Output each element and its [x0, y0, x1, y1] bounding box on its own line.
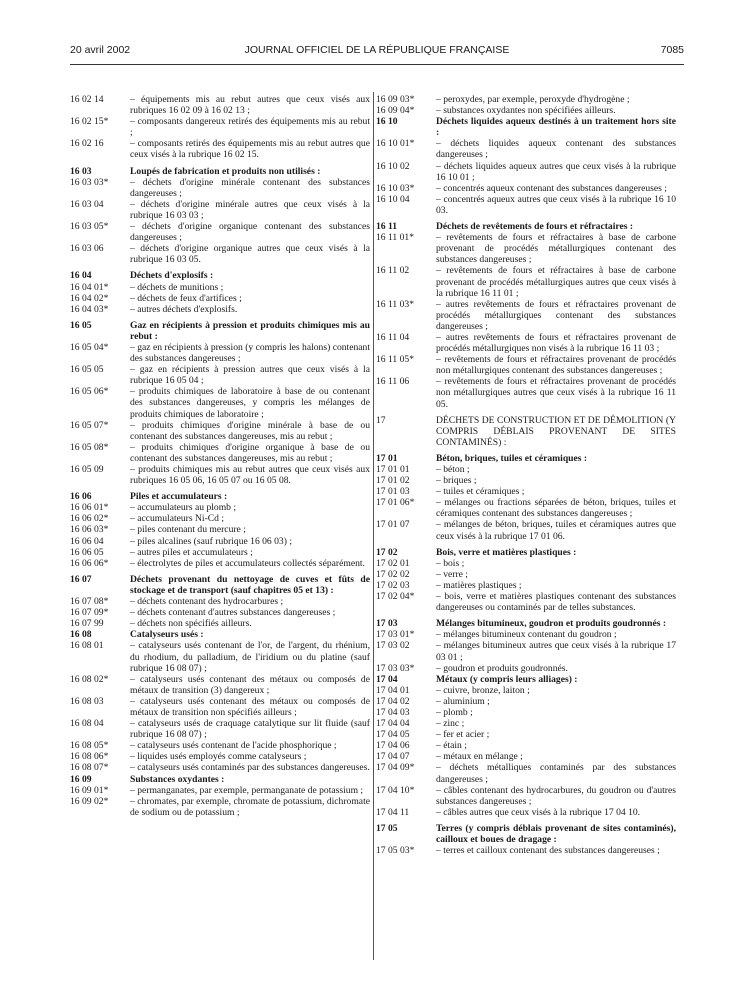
waste-entry — [376, 94, 676, 105]
waste-code: 17 02 — [376, 546, 398, 558]
waste-code: 17 01 03 — [376, 486, 410, 498]
waste-code: 16 10 — [376, 116, 398, 128]
waste-code: 17 02 04* — [376, 591, 415, 603]
waste-entry — [376, 785, 676, 807]
waste-code: 16 08 — [70, 629, 92, 641]
waste-entry — [70, 293, 370, 304]
waste-code: 16 05 08* — [70, 441, 109, 453]
waste-entry — [376, 558, 676, 569]
waste-entry — [70, 618, 370, 629]
waste-description: – autres piles et accumulateurs ; — [130, 546, 253, 558]
waste-entry — [70, 420, 370, 442]
waste-entry — [70, 243, 370, 265]
waste-description: – accumulateurs Ni-Cd ; — [130, 513, 225, 525]
waste-code: 16 04 03* — [70, 303, 109, 315]
waste-description: – électrolytes de piles et accumulateurs collectés séparément. — [130, 557, 365, 569]
waste-code: 16 10 01* — [376, 138, 415, 150]
section-heading — [376, 618, 676, 629]
waste-code: 17 02 03 — [376, 579, 410, 591]
waste-code: 16 06 04 — [70, 535, 104, 547]
waste-entry — [70, 558, 370, 569]
waste-description: – revêtements de fours et réfractaires provenant de procédés non métallurgiques contenant des substances dangereuses ; — [436, 354, 676, 377]
waste-description: – tuiles et céramiques ; — [436, 486, 525, 498]
waste-code: 16 08 06* — [70, 751, 109, 763]
waste-description: Bois, verre et matières plastiques : — [436, 546, 577, 558]
waste-description: – verre ; — [436, 568, 468, 580]
waste-description: – revêtements de fours et réfractaires provenant de procédés non métallurgiques autres que ceux visés à la rubrique 16 11 05. — [436, 376, 676, 410]
waste-code: 16 05 05 — [70, 364, 104, 376]
waste-code: 17 02 01 — [376, 557, 410, 569]
waste-entry — [376, 696, 676, 707]
waste-code: 16 09 — [70, 773, 92, 785]
waste-code: 17 04 07 — [376, 751, 410, 763]
waste-entry — [70, 740, 370, 751]
waste-description: – câbles autres que ceux visés à la rubrique 17 04 10. — [436, 806, 641, 818]
waste-entry — [376, 183, 676, 194]
waste-code: 17 04 02 — [376, 695, 410, 707]
section-heading — [70, 320, 370, 342]
waste-entry — [70, 596, 370, 607]
waste-description: – autres déchets d'explosifs. — [130, 303, 238, 315]
waste-code: 16 05 06* — [70, 386, 109, 398]
waste-code: 16 03 03* — [70, 176, 109, 188]
waste-description: DÉCHETS DE CONSTRUCTION ET DE DÉMOLITION (Y COMPRIS DÉBLAIS PROVENANT DE SITES CONTAMINÉS) : — [436, 414, 676, 448]
waste-description: – déchets d'origine organique autres que ceux visés à la rubrique 16 03 05. — [130, 243, 370, 266]
waste-entry — [376, 762, 676, 784]
waste-description: – briques ; — [436, 475, 477, 487]
waste-entry — [376, 807, 676, 818]
waste-entry — [376, 640, 676, 662]
waste-code: 16 11 04 — [376, 331, 410, 343]
waste-entry — [70, 386, 370, 419]
right-column — [376, 94, 676, 856]
waste-entry — [376, 519, 676, 541]
waste-entry — [376, 685, 676, 696]
header-title: JOURNAL OFFICIEL DE LA RÉPUBLIQUE FRANÇAISE — [244, 44, 510, 56]
waste-description: – substances oxydantes non spécifiées ailleurs. — [436, 105, 616, 117]
waste-description: – zinc ; — [436, 718, 465, 730]
waste-entry — [376, 475, 676, 486]
waste-code: 16 07 09* — [70, 607, 109, 619]
waste-description: – plomb ; — [436, 706, 473, 718]
waste-description: Mélanges bitumineux, goudron et produits goudronnés : — [436, 618, 667, 630]
waste-entry — [70, 785, 370, 796]
waste-description: – piles contenant du mercure ; — [130, 524, 246, 536]
waste-entry — [70, 718, 370, 740]
waste-entry — [70, 796, 370, 818]
waste-description: – revêtements de fours et réfractaires à base de carbone provenant de procédés métallurgiques contenant des substances dangereuses ; — [436, 232, 676, 266]
waste-description: – déchets métalliques contaminés par des substances dangereuses ; — [436, 762, 676, 785]
waste-description: – peroxydes, par exemple, peroxyde d'hydrogène ; — [436, 94, 630, 105]
section-heading — [376, 221, 676, 232]
waste-code: 16 02 16 — [70, 138, 104, 150]
waste-description: – concentrés aqueux contenant des substances dangereuses ; — [436, 182, 667, 194]
waste-code: 16 10 02 — [376, 160, 410, 172]
waste-description: Déchets liquides aqueux destinés à un traitement hors site : — [436, 116, 676, 139]
waste-code: 16 07 99 — [70, 618, 104, 630]
waste-code: 16 08 01 — [70, 640, 104, 652]
waste-code: 17 04 — [376, 673, 398, 685]
waste-description: Catalyseurs usés : — [130, 629, 204, 641]
waste-description: Béton, briques, tuiles et céramiques : — [436, 452, 588, 464]
waste-description: Déchets de revêtements de fours et réfractaires : — [436, 221, 634, 233]
left-column — [70, 94, 370, 818]
waste-entry — [70, 762, 370, 773]
waste-entry — [70, 674, 370, 696]
waste-code: 17 01 06* — [376, 497, 415, 509]
section-heading — [376, 453, 676, 464]
waste-description: – déchets liquides aqueux autres que ceux visés à la rubrique 16 10 01 ; — [436, 160, 676, 183]
waste-description: – déchets d'origine minérale autres que ceux visés à la rubrique 16 03 03 ; — [130, 198, 370, 221]
waste-description: – chromates, par exemple, chromate de potassium, dichromate de sodium ou de potassium ; — [130, 795, 370, 818]
waste-code: 17 03 — [376, 618, 398, 630]
waste-description: Terres (y compris déblais provenant de sites contaminés), cailloux et boues de dragage : — [436, 822, 676, 845]
waste-entry — [70, 607, 370, 618]
waste-code: 16 06 05 — [70, 546, 104, 558]
waste-entry — [70, 442, 370, 464]
waste-entry — [376, 138, 676, 160]
waste-code: 16 06 06* — [70, 557, 109, 569]
waste-code: 16 11 03* — [376, 298, 415, 310]
waste-code: 16 11 06 — [376, 376, 410, 388]
waste-description: – catalyseurs usés contenant des métaux ou composés de métaux de transition (3) dangereux ; — [130, 673, 370, 696]
waste-description: – gaz en récipients à pression (y compris les halons) contenant des substances dangereuses ; — [130, 341, 370, 365]
waste-description: – piles alcalines (sauf rubrique 16 06 03) ; — [130, 535, 292, 547]
waste-code: 17 04 04 — [376, 718, 410, 730]
waste-description: – matières plastiques ; — [436, 579, 522, 591]
waste-entry — [376, 161, 676, 183]
waste-description: – autres revêtements de fours et réfractaires provenant de procédés métallurgiques contenant des substances dangereuses ; — [436, 298, 676, 332]
waste-code: 17 04 06 — [376, 740, 410, 752]
waste-description: – déchets de feux d'artifices ; — [130, 292, 242, 304]
waste-description: Loupés de fabrication et produits non utilisés : — [130, 165, 321, 177]
waste-entry — [70, 177, 370, 199]
waste-description: – aluminium ; — [436, 695, 490, 707]
waste-code: 17 04 03 — [376, 706, 410, 718]
waste-entry — [376, 376, 676, 409]
waste-description: – fer et acier ; — [436, 729, 490, 741]
waste-code: 16 09 04* — [376, 105, 415, 117]
waste-entry — [70, 221, 370, 243]
waste-description: – mélanges ou fractions séparées de béton, briques, tuiles et céramiques contenant des substances dangereuses ; — [436, 497, 676, 520]
waste-description: – liquides usés employés comme catalyseurs ; — [130, 751, 307, 763]
waste-description: Déchets d'explosifs : — [130, 270, 214, 282]
section-heading — [376, 116, 676, 138]
waste-entry — [70, 364, 370, 386]
section-heading — [376, 823, 676, 845]
waste-description: – catalyseurs usés contenant des métaux ou composés de métaux de transition non spécifiés ailleurs ; — [130, 695, 370, 718]
waste-entry — [376, 663, 676, 674]
waste-code: 17 01 07 — [376, 519, 410, 531]
waste-entry — [376, 629, 676, 640]
section-heading — [70, 270, 370, 281]
waste-code: 16 11 — [376, 221, 398, 233]
waste-entry — [376, 464, 676, 475]
waste-code: 16 05 09 — [70, 464, 104, 475]
waste-description: – bois ; — [436, 557, 465, 569]
waste-code: 16 03 04 — [70, 198, 104, 210]
waste-code: 17 02 02 — [376, 568, 410, 580]
waste-entry — [70, 464, 370, 486]
waste-description: – bois, verre et matières plastiques contenant des substances dangereuses ou contaminés par de telles substances. — [436, 591, 676, 614]
waste-description: – cuivre, bronze, laiton ; — [436, 684, 530, 696]
waste-code: 16 08 04 — [70, 718, 104, 730]
waste-code: 16 04 02* — [70, 292, 109, 304]
waste-code: 16 06 — [70, 491, 92, 503]
waste-code: 16 10 03* — [376, 182, 415, 194]
waste-description: – déchets non spécifiés ailleurs. — [130, 618, 252, 630]
waste-description: – câbles contenant des hydrocarbures, du goudron ou d'autres substances dangereuses ; — [436, 784, 676, 807]
waste-description: Piles et accumulateurs : — [130, 491, 228, 503]
waste-description: – autres revêtements de fours et réfractaires provenant de procédés métallurgiques non visés à la rubrique 16 11 03 ; — [436, 331, 676, 355]
waste-code: 17 04 10* — [376, 784, 415, 796]
waste-code: 17 04 11 — [376, 806, 410, 818]
waste-entry — [376, 194, 676, 216]
waste-code: 17 04 05 — [376, 729, 410, 741]
section-heading — [376, 674, 676, 685]
waste-entry — [376, 580, 676, 591]
waste-code: 16 05 07* — [70, 419, 109, 431]
waste-entry — [376, 707, 676, 718]
waste-entry — [376, 354, 676, 376]
waste-description: – terres et cailloux contenant des substances dangereuses ; — [436, 845, 660, 857]
waste-description: – revêtements de fours et réfractaires à base de carbone provenant de procédés métallurgiques autres que ceux visés à la rubrique 16 11 01 ; — [436, 265, 676, 299]
waste-description: – permanganates, par exemple, permanganate de potassium ; — [130, 784, 364, 796]
waste-code: 16 04 01* — [70, 281, 109, 293]
waste-code: 16 09 03* — [376, 94, 415, 105]
waste-description: – déchets d'origine minérale contenant des substances dangereuses ; — [130, 176, 370, 199]
waste-entry — [70, 524, 370, 535]
waste-code: 16 11 02 — [376, 265, 410, 277]
waste-entry — [376, 486, 676, 497]
header-date: 20 avril 2002 — [70, 44, 131, 56]
waste-description: – accumulateurs au plomb ; — [130, 502, 237, 514]
waste-entry — [376, 729, 676, 740]
waste-entry — [70, 751, 370, 762]
waste-code: 16 05 — [70, 319, 92, 331]
waste-code: 16 08 05* — [70, 740, 109, 752]
waste-description: – catalyseurs usés contenant de l'acide phosphorique ; — [130, 740, 337, 752]
waste-entry — [70, 199, 370, 221]
waste-description: – produits chimiques de laboratoire à base de ou contenant des substances dangereuses, y compris les mélanges de produits chimiques de laboratoire ; — [130, 386, 370, 420]
waste-description: Déchets provenant du nettoyage de cuves et fûts de stockage et de transport (sauf chapitres 05 et 13) : — [130, 573, 370, 596]
section-heading — [70, 574, 370, 596]
waste-entry — [70, 640, 370, 673]
page-header — [70, 44, 684, 58]
waste-entry — [376, 740, 676, 751]
waste-description: – catalyseurs usés de craquage catalytique sur lit fluide (sauf rubrique 16 08 07) ; — [130, 718, 370, 741]
waste-entry — [376, 265, 676, 298]
waste-description: – déchets d'origine organique contenant des substances dangereuses ; — [130, 221, 370, 244]
waste-code: 17 05 — [376, 822, 398, 834]
waste-code: 16 05 04* — [70, 341, 109, 353]
waste-code: 16 02 14 — [70, 94, 104, 105]
waste-entry — [376, 415, 676, 448]
waste-code: 16 03 05* — [70, 221, 109, 233]
waste-entry — [70, 282, 370, 293]
waste-code: 17 01 — [376, 452, 398, 464]
section-heading — [70, 166, 370, 177]
waste-entry — [70, 547, 370, 558]
waste-code: 17 — [376, 414, 386, 426]
waste-code: 16 07 08* — [70, 596, 109, 608]
waste-description: – déchets liquides aqueux contenant des substances dangereuses ; — [436, 138, 676, 161]
waste-entry — [376, 105, 676, 116]
waste-entry — [376, 718, 676, 729]
waste-description: – béton ; — [436, 464, 470, 475]
waste-entry — [376, 332, 676, 354]
waste-entry — [70, 138, 370, 160]
waste-description: – composants dangereux retirés des équipements mis au rebut ; — [130, 116, 370, 139]
waste-code: 16 08 02* — [70, 673, 109, 685]
waste-description: – mélanges bitumineux autres que ceux visés à la rubrique 17 03 01 ; — [436, 640, 676, 663]
waste-code: 17 01 02 — [376, 475, 410, 487]
waste-code: 17 03 03* — [376, 662, 415, 674]
waste-code: 16 10 04 — [376, 193, 410, 205]
waste-entry — [70, 342, 370, 364]
waste-code: 16 06 01* — [70, 502, 109, 514]
waste-code: 16 09 01* — [70, 784, 109, 796]
waste-entry — [70, 696, 370, 718]
waste-code: 16 06 02* — [70, 513, 109, 525]
waste-code: 16 04 — [70, 270, 92, 282]
page-number: 7085 — [660, 44, 684, 56]
waste-description: – goudron et produits goudronnés. — [436, 662, 568, 674]
waste-description: Gaz en récipients à pression et produits chimiques mis au rebut : — [130, 319, 370, 342]
section-heading — [70, 774, 370, 785]
section-heading — [376, 547, 676, 558]
waste-description: – catalyseurs usés contenant de l'or, de l'argent, du rhénium, du rhodium, du palladium, de l'iridium ou du platine (sauf rubrique 16 08 07) ; — [130, 640, 370, 674]
waste-code: 17 05 03* — [376, 845, 415, 857]
waste-entry — [70, 513, 370, 524]
waste-code: 16 11 01* — [376, 232, 415, 244]
waste-code: 16 11 05* — [376, 354, 415, 366]
waste-entry — [70, 304, 370, 315]
waste-entry — [70, 536, 370, 547]
waste-code: 16 08 03 — [70, 695, 104, 707]
waste-description: – métaux en mélange ; — [436, 751, 523, 763]
waste-entry — [376, 591, 676, 613]
section-heading — [70, 629, 370, 640]
waste-description: – mélanges bitumineux contenant du goudron ; — [436, 629, 617, 641]
waste-code: 17 04 09* — [376, 762, 415, 774]
waste-code: 16 08 07* — [70, 762, 109, 774]
waste-description: – composants retirés des équipements mis au rebut autres que ceux visés à la rubrique 16 02 15. — [130, 138, 370, 161]
waste-description: – produits chimiques d'origine organique à base de ou contenant des substances dangereuses, mis au rebut ; — [130, 441, 370, 464]
section-heading — [70, 491, 370, 502]
waste-description: Métaux (y compris leurs alliages) : — [436, 673, 578, 685]
waste-entry — [70, 94, 370, 116]
waste-code: 16 09 02* — [70, 795, 109, 807]
waste-code: 16 03 06 — [70, 243, 104, 255]
waste-code: 16 07 — [70, 573, 92, 585]
waste-entry — [376, 299, 676, 332]
waste-code: 16 06 03* — [70, 524, 109, 536]
waste-code: 17 01 01 — [376, 464, 410, 475]
waste-description: – produits chimiques d'origine minérale à base de ou contenant des substances dangereuses, mis au rebut ; — [130, 419, 370, 442]
waste-description: – catalyseurs usés contaminés par des substances dangereuses. — [130, 762, 370, 774]
header-rule — [70, 64, 684, 65]
waste-entry — [376, 569, 676, 580]
waste-description: – gaz en récipients à pression autres que ceux visés à la rubrique 16 05 04 ; — [130, 364, 370, 387]
waste-code: 17 03 02 — [376, 640, 410, 652]
waste-entry — [376, 497, 676, 519]
waste-code: 16 03 — [70, 165, 92, 177]
waste-entry — [70, 116, 370, 138]
waste-entry — [70, 502, 370, 513]
waste-description: – déchets contenant des hydrocarbures ; — [130, 596, 284, 608]
waste-code: 17 03 01* — [376, 629, 415, 641]
waste-code: 16 02 15* — [70, 116, 109, 128]
waste-description: Substances oxydantes : — [130, 773, 225, 785]
waste-description: – concentrés aqueux autres que ceux visés à la rubrique 16 10 03. — [436, 193, 676, 216]
waste-description: – équipements mis au rebut autres que ceux visés aux rubriques 16 02 09 à 16 02 13 ; — [130, 94, 370, 117]
waste-entry — [376, 845, 676, 856]
waste-entry — [376, 232, 676, 265]
waste-description: – mélanges de béton, briques, tuiles et céramiques autres que ceux visés à la rubrique 17 01 06. — [436, 519, 676, 542]
column-divider — [373, 92, 374, 960]
waste-description: – produits chimiques mis au rebut autres que ceux visés aux rubriques 16 05 06, 16 05 07 ou 16 05 08. — [130, 464, 370, 487]
waste-description: – déchets de munitions ; — [130, 281, 224, 293]
waste-description: – déchets contenant d'autres substances dangereuses ; — [130, 607, 336, 619]
waste-description: – étain ; — [436, 740, 467, 752]
waste-entry — [376, 751, 676, 762]
waste-code: 17 04 01 — [376, 684, 410, 696]
